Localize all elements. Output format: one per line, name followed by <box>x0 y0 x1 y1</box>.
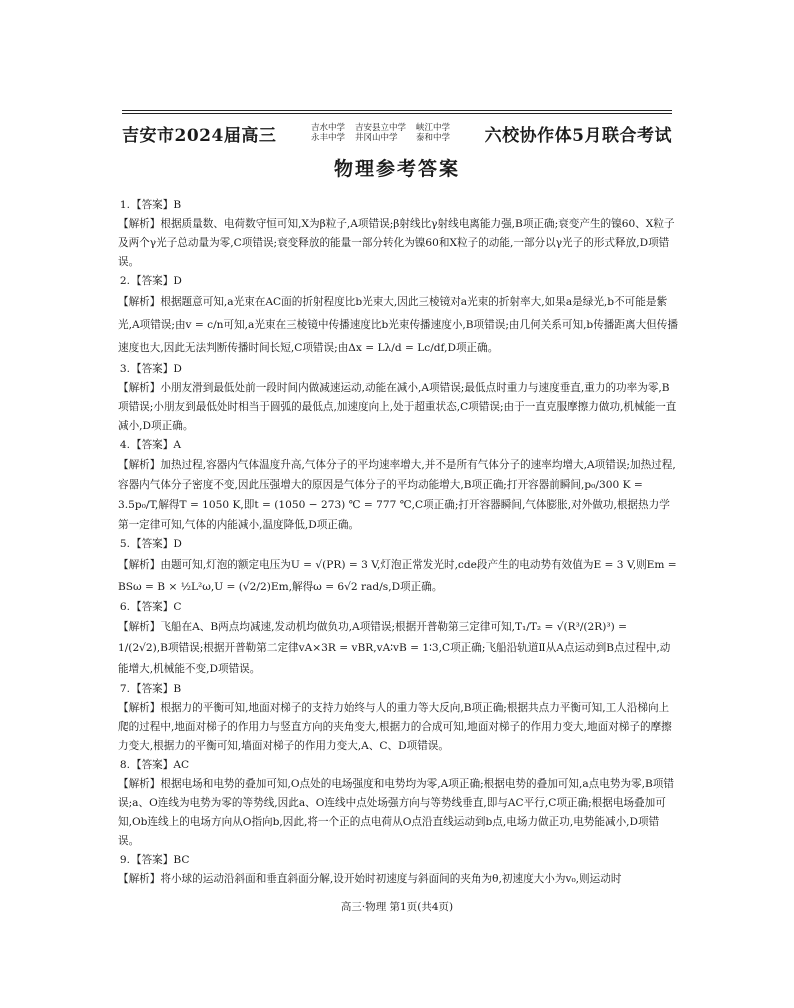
answer-text: 【答案】B <box>131 683 182 695</box>
question-item <box>118 851 678 889</box>
explanation-text: 【解析】根据题意可知,a光束在AC面的折射程度比b光束大,因此三棱镜对a光束的折射率大,如果a是绿光,b不可能是紫光,A项错误;由v = c/n可知,a光束在三棱镜中传播速度比b光束传播速度小,B项错误;由几何关系可知,b传播距离大但传播速度也大,因此无法判断传播时间长短,C项错误;由Δx = Lλ/d = Lc/df,D项正确。 <box>118 296 678 354</box>
question-number: 8. <box>119 759 130 771</box>
explanation-text: 【解析】将小球的运动沿斜面和垂直斜面分解,设开始时初速度与斜面间的夹角为θ,初速度大小为v₀,则运动时 <box>118 873 622 885</box>
school-column-3 <box>416 123 450 143</box>
header-rule-bottom <box>122 113 672 114</box>
page-footer: 高三·物理 第1页(共4页) <box>340 901 454 913</box>
answer-text: 【答案】D <box>131 363 182 375</box>
answer-list <box>118 196 678 889</box>
explanation-text: 【解析】小朋友滑到最低处前一段时间内做减速运动,动能在减小,A项错误;最低点时重力与速度垂直,重力的功率为零,B项错误;小朋友到最低处时相当于圆弧的最低点,加速度向上,处于超重状态,C项错误;由于一直克服摩擦力做功,机械能一直减小,D项正确。 <box>118 382 677 432</box>
answer-text: 【答案】AC <box>131 759 190 771</box>
header-rule-top <box>122 110 672 111</box>
answer-text: 【答案】A <box>131 439 182 451</box>
school-name: 吉安县立中学 <box>354 123 406 133</box>
school-name: 吉水中学 <box>310 123 345 133</box>
explanation-text: 【解析】根据质量数、电荷数守恒可知,X为β粒子,A项错误;β射线比γ射线电离能力强,B项正确;衰变产生的镍60、X粒子及两个γ光子总动量为零,C项错误;衰变释放的能量一部分转化为镍60和X粒子的动能,一部分以γ光子的形式释放,D项错误。 <box>118 218 675 268</box>
page-title: 物理参考答案 <box>333 158 460 180</box>
school-name: 井冈山中学 <box>354 133 398 143</box>
header-left: 吉安市2024届高三 <box>122 125 277 146</box>
question-number: 3. <box>119 363 130 375</box>
explanation-text: 【解析】飞船在A、B两点均减速,发动机均做负功,A项错误;根据开普勒第三定律可知,T₁/T₂ = √(R³/(2R)³) = 1/(2√2),B项错误;根据开普勒第二定律vA×3R = vBR,vA∶vB = 1∶3,C项正确;飞船沿轨道Ⅱ从A点运动到B点过程中,动能增大,机械能不变,D项错误。 <box>118 621 671 675</box>
answer-text: 【答案】B <box>131 199 182 211</box>
question-number: 1. <box>119 199 130 211</box>
explanation-text: 【解析】由题可知,灯泡的额定电压为U = √(PR) = 3 V,灯泡正常发光时,cde段产生的电动势有效值为E = 3 V,则Em = BSω = B × ½L²ω,U = (√2/2)Em,解得ω = 6√2 rad/s,D项正确。 <box>118 559 677 593</box>
question-number: 9. <box>119 854 130 866</box>
answer-text: 【答案】D <box>131 275 182 287</box>
question-item <box>118 535 678 598</box>
answer-text: 【答案】C <box>131 601 182 613</box>
school-column-2 <box>355 123 406 143</box>
question-item <box>118 756 678 851</box>
answer-text: 【答案】D <box>131 538 182 550</box>
school-column-1 <box>311 123 345 143</box>
question-item <box>118 680 678 756</box>
question-number: 6. <box>119 601 130 613</box>
question-number: 5. <box>119 538 130 550</box>
explanation-text: 【解析】加热过程,容器内气体温度升高,气体分子的平均速率增大,并不是所有气体分子的速率均增大,A项错误;加热过程,容器内气体分子密度不变,因此压强增大的原因是气体分子的平均动能增大,B项正确;打开容器前瞬间,p₀/300 K = 3.5p₀/T,解得T = 1050 K,即t = (1050 − 273) ℃ = 777 ℃,C项正确;打开容器瞬间,气体膨胀,对外做功,根据热力学第一定律可知,气体的内能减小,温度降低,D项正确。 <box>118 459 676 531</box>
question-item <box>118 360 678 436</box>
header-right: 六校协作体5月联合考试 <box>484 125 672 146</box>
question-item <box>118 196 678 272</box>
school-list <box>311 123 450 143</box>
exam-header <box>122 120 672 146</box>
school-name: 永丰中学 <box>310 133 345 143</box>
explanation-text: 【解析】根据力的平衡可知,地面对梯子的支持力始终与人的重力等大反向,B项正确;根据共点力平衡可知,工人沿梯向上爬的过程中,地面对梯子的作用力与竖直方向的夹角变大,根据力的合成可知,地面对梯子的作用力变大,地面对梯子的摩擦力变大,根据力的平衡可知,墙面对梯子的作用力变大,A、C、D项错误。 <box>118 702 672 752</box>
school-name: 峡江中学 <box>416 123 451 133</box>
question-item <box>118 436 678 535</box>
question-number: 2. <box>119 275 130 287</box>
question-item <box>118 598 678 680</box>
school-name: 泰和中学 <box>416 133 451 143</box>
question-item <box>118 272 678 360</box>
question-number: 7. <box>119 683 130 695</box>
question-number: 4. <box>119 439 130 451</box>
explanation-text: 【解析】根据电场和电势的叠加可知,O点处的电场强度和电势均为零,A项正确;根据电势的叠加可知,a点电势为零,B项错误;a、O连线为电势为零的等势线,因此a、O连线中点处场强方向与等势线垂直,即与AC平行,C项正确;根据电场叠加可知,Ob连线上的电场方向从O指向b,因此,将一个正的点电荷从O点沿直线运动到b点,电场力做正功,电势能减小,D项错误。 <box>118 778 674 847</box>
answer-text: 【答案】BC <box>131 854 190 866</box>
